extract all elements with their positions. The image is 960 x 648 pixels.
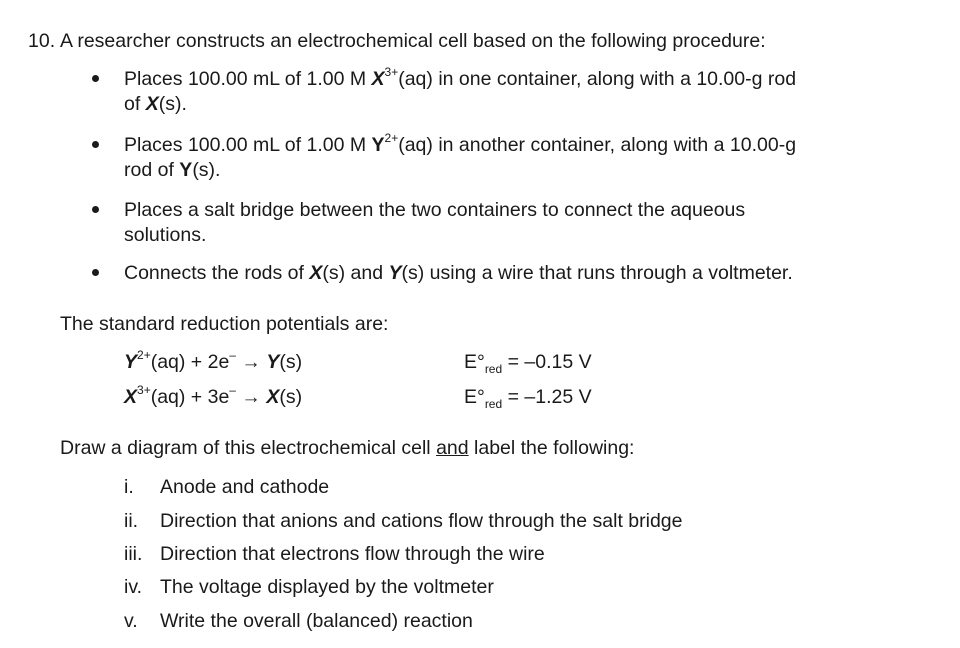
half-reaction-2: $X^{3+}(aq) + 3e^- \to X(s)$ (124, 382, 303, 408)
bullet-1-line-2: of X(s). (124, 93, 187, 115)
task-item-text: Direction that electrons flow through the wire (160, 543, 545, 565)
half-reaction-1: $Y^{2+}(aq) + 2e^- \to Y(s)$ (124, 347, 303, 373)
ion-charge: 3+ (384, 64, 399, 79)
bullet-dot (92, 206, 99, 213)
bullet-2-line-2: rod of Y(s). (124, 159, 221, 181)
species-symbol: Y (371, 134, 385, 156)
species-symbol: Y (179, 159, 193, 181)
potential-1: $E^\circ_{red} = -0.15$ V (464, 351, 592, 376)
task-item-marker: v. (124, 610, 138, 632)
task-item-marker: iii. (124, 543, 143, 565)
question-stem: A researcher constructs an electrochemical cell based on the following procedure: (60, 30, 766, 52)
bullet-1-line-1: Places 100.00 mL of 1.00 M $X^{3+}(aq)$ in one container, along with a 10.00-g rod (124, 64, 797, 90)
species-symbol: Y (388, 262, 402, 284)
species-symbol: X (309, 262, 323, 284)
arrow-icon: → (235, 351, 267, 373)
bullet-2-line-1: Places 100.00 mL of 1.00 M $Y^{2+}(aq)$ in another container, along with a 10.00-g (124, 130, 797, 156)
species-symbol: X (145, 93, 159, 115)
ion-charge: 2+ (384, 130, 399, 145)
task-item-marker: iv. (124, 576, 143, 598)
bullet-dot (92, 269, 99, 276)
potentials-intro: The standard reduction potentials are: (60, 313, 389, 335)
task-item-text: The voltage displayed by the voltmeter (160, 576, 494, 598)
bullet-3-line-1: Places a salt bridge between the two containers to connect the aqueous (124, 199, 746, 221)
species-symbol: X (371, 68, 385, 90)
task-item-text: Direction that anions and cations flow through the salt bridge (160, 510, 683, 532)
task-item-text: Anode and cathode (160, 476, 330, 498)
bullet-dot (92, 141, 99, 148)
arrow-icon: → (235, 386, 267, 408)
question-number: 10. (28, 30, 56, 52)
bullet-4-line: Connects the rods of X(s) and Y(s) using a wire that runs through a voltmeter. (124, 262, 793, 284)
task-item-text: Write the overall (balanced) reaction (160, 610, 473, 632)
task-instruction: Draw a diagram of this electrochemical cell and label the following: (60, 437, 635, 459)
bullet-dot (92, 75, 99, 82)
potential-2: $E^\circ_{red} = -1.25$ V (464, 386, 592, 411)
task-item-marker: i. (124, 476, 134, 498)
task-item-marker: ii. (124, 510, 139, 532)
bullet-3-line-2: solutions. (124, 224, 207, 246)
